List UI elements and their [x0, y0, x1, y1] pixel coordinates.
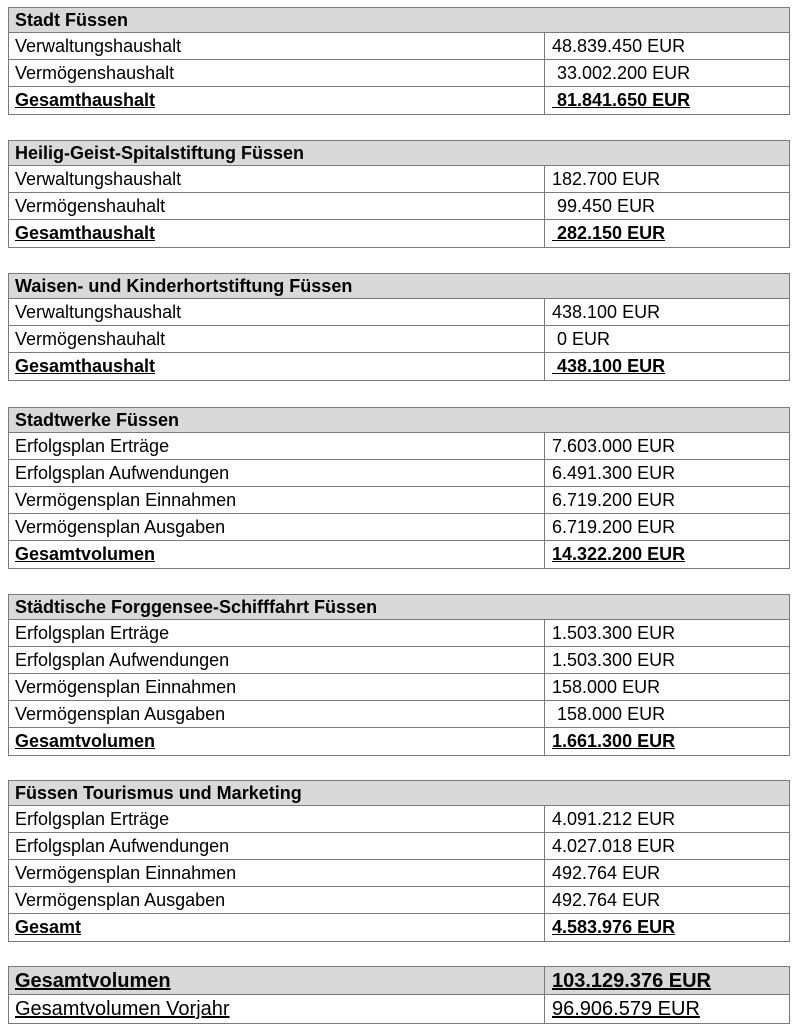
- total-value: 14.322.200 EUR: [552, 544, 686, 564]
- row-value: 492.764 EUR: [552, 863, 661, 883]
- total-row: [9, 914, 789, 941]
- row-label: Vermögensplan Ausgaben: [9, 701, 545, 727]
- row-value: 6.719.200 EUR: [552, 490, 676, 510]
- row-value: 1.503.300 EUR: [552, 650, 676, 670]
- table-row: [9, 60, 789, 87]
- total-value: 4.583.976 EUR: [552, 917, 676, 937]
- table-row: [9, 326, 789, 353]
- row-label: Erfolgsplan Erträge: [9, 433, 545, 459]
- row-label: Erfolgsplan Aufwendungen: [9, 460, 545, 486]
- row-label: Vermögensplan Einnahmen: [9, 860, 545, 886]
- table-row: [9, 514, 789, 541]
- row-label: Vermögensplan Ausgaben: [9, 887, 545, 913]
- row-label: Vermögensplan Einnahmen: [9, 487, 545, 513]
- table-row: [9, 647, 789, 674]
- table-row: [9, 487, 789, 514]
- row-value: 7.603.000 EUR: [552, 436, 676, 456]
- row-value: 48.839.450 EUR: [552, 36, 686, 56]
- total-label: Gesamthaushalt: [9, 353, 545, 380]
- row-label: Erfolgsplan Aufwendungen: [9, 647, 545, 673]
- table-row: [9, 33, 789, 60]
- total-label: Gesamthaushalt: [9, 87, 545, 114]
- row-label: Erfolgsplan Aufwendungen: [9, 833, 545, 859]
- row-label: Erfolgsplan Erträge: [9, 806, 545, 832]
- budget-table-stadt-fuessen: [8, 7, 790, 115]
- total-value: 438.100 EUR: [552, 356, 666, 376]
- table-row: [9, 460, 789, 487]
- total-label: Gesamtvolumen: [9, 728, 545, 755]
- row-value: 6.491.300 EUR: [552, 463, 676, 483]
- budget-table-tourismus: [8, 780, 790, 942]
- table-row: [9, 887, 789, 914]
- row-label: Vermögenshauhalt: [9, 193, 545, 219]
- row-label: Vermögensplan Einnahmen: [9, 674, 545, 700]
- grand-total-row: [9, 967, 789, 995]
- row-label: Erfolgsplan Erträge: [9, 620, 545, 646]
- total-row: [9, 728, 789, 755]
- table-row: [9, 166, 789, 193]
- row-value: 4.091.212 EUR: [552, 809, 676, 829]
- total-label: Gesamt: [9, 914, 545, 941]
- table-row: [9, 193, 789, 220]
- summary-table: [8, 966, 790, 1024]
- total-row: [9, 220, 789, 247]
- table-row: [9, 806, 789, 833]
- table-row: [9, 674, 789, 701]
- row-value: 4.027.018 EUR: [552, 836, 676, 856]
- row-label: Verwaltungshaushalt: [9, 166, 545, 192]
- row-label: Vermögensplan Ausgaben: [9, 514, 545, 540]
- table-row: [9, 860, 789, 887]
- budget-table-stadtwerke: [8, 407, 790, 569]
- row-label: Vermögenshauhalt: [9, 326, 545, 352]
- budget-table-spitalstiftung: [8, 140, 790, 248]
- total-value: 1.661.300 EUR: [552, 731, 676, 751]
- previous-year-label: Gesamtvolumen Vorjahr: [9, 995, 545, 1023]
- row-value: 1.503.300 EUR: [552, 623, 676, 643]
- table-row: [9, 701, 789, 728]
- previous-year-value: 96.906.579 EUR: [552, 998, 700, 1020]
- grand-total-value: 103.129.376 EUR: [552, 970, 712, 992]
- table-title: Heilig-Geist-Spitalstiftung Füssen: [9, 141, 789, 166]
- row-value: 438.100 EUR: [552, 302, 661, 322]
- table-row: [9, 620, 789, 647]
- row-value: 33.002.200 EUR: [552, 63, 691, 83]
- total-value: 81.841.650 EUR: [552, 90, 691, 110]
- grand-total-label: Gesamtvolumen: [9, 967, 545, 994]
- row-label: Vermögenshaushalt: [9, 60, 545, 86]
- row-value: 492.764 EUR: [552, 890, 661, 910]
- total-row: [9, 353, 789, 380]
- row-value: 158.000 EUR: [552, 677, 661, 697]
- table-row: [9, 299, 789, 326]
- total-label: Gesamthaushalt: [9, 220, 545, 247]
- total-label: Gesamtvolumen: [9, 541, 545, 568]
- table-title: Städtische Forggensee-Schifffahrt Füssen: [9, 595, 789, 620]
- table-title: Stadtwerke Füssen: [9, 408, 789, 433]
- row-value: 182.700 EUR: [552, 169, 661, 189]
- row-value: 6.719.200 EUR: [552, 517, 676, 537]
- table-row: [9, 433, 789, 460]
- table-title: Waisen- und Kinderhortstiftung Füssen: [9, 274, 789, 299]
- total-value: 282.150 EUR: [552, 223, 666, 243]
- budget-table-kinderhortstiftung: [8, 273, 790, 381]
- table-title: Stadt Füssen: [9, 8, 789, 33]
- row-value: 99.450 EUR: [552, 196, 656, 216]
- total-row: [9, 541, 789, 568]
- total-row: [9, 87, 789, 114]
- table-title: Füssen Tourismus und Marketing: [9, 781, 789, 806]
- row-label: Verwaltungshaushalt: [9, 299, 545, 325]
- row-value: 0 EUR: [552, 329, 611, 349]
- row-value: 158.000 EUR: [552, 704, 666, 724]
- previous-year-row: [9, 995, 789, 1023]
- table-row: [9, 833, 789, 860]
- row-label: Verwaltungshaushalt: [9, 33, 545, 59]
- budget-table-schifffahrt: [8, 594, 790, 756]
